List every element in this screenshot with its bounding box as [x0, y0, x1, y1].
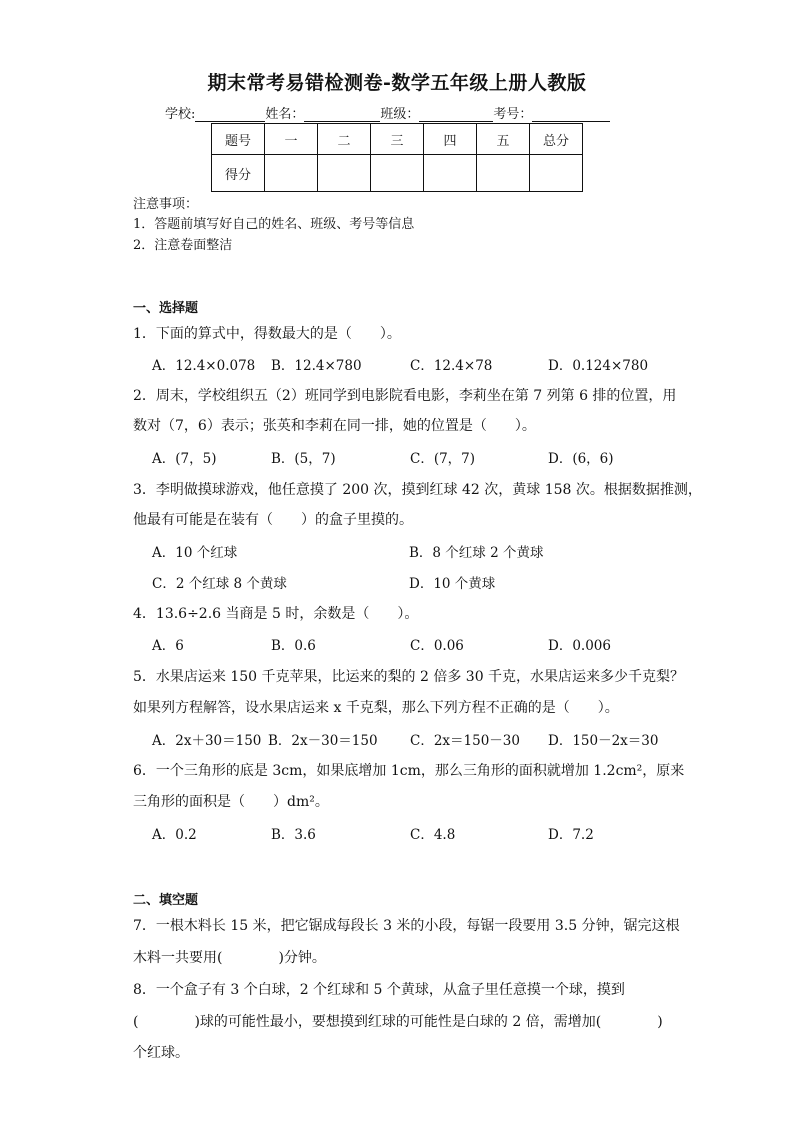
option-a[interactable]: A．6 — [152, 638, 184, 654]
score-table — [211, 123, 583, 192]
header-cell: 二 — [318, 124, 371, 155]
score-cell[interactable] — [371, 155, 424, 192]
score-cell[interactable] — [530, 155, 583, 192]
option-c[interactable]: C．2 个红球 8 个黄球 — [152, 576, 287, 592]
option-b[interactable]: B．3.6 — [271, 827, 316, 843]
option-a[interactable]: A．2x＋30＝150 — [152, 733, 262, 749]
header-cell: 题号 — [212, 124, 265, 155]
note-item: 2．注意卷面整洁 — [133, 238, 233, 253]
score-row-label: 得分 — [212, 155, 265, 192]
score-cell[interactable] — [318, 155, 371, 192]
question-5-line-2: 如果列方程解答，设水果店运来 x 千克梨，那么下列方程不正确的是（ ）。 — [133, 700, 619, 716]
header-cell: 四 — [424, 124, 477, 155]
option-a[interactable]: A．12.4×0.078 — [152, 358, 256, 374]
option-a[interactable]: A．0.2 — [152, 827, 197, 843]
header-cell: 总分 — [530, 124, 583, 155]
school-label: 学校: — [165, 107, 196, 122]
question-7-line-1: 7．一根木料长 15 米，把它锯成每段长 3 米的小段，每锯一段要用 3.5 分钟，锯完这根 — [133, 918, 680, 934]
option-b[interactable]: B．0.6 — [271, 638, 316, 654]
section-heading-choice: 一、选择题 — [133, 301, 199, 316]
score-cell[interactable] — [477, 155, 530, 192]
exam-no-blank[interactable] — [532, 107, 610, 122]
class-label: 班级： — [380, 107, 420, 122]
header-cell: 三 — [371, 124, 424, 155]
question-2-line-1: 2．周末，学校组织五（2）班同学到电影院看电影，李莉坐在第 7 列第 6 排的位置，用 — [133, 388, 677, 404]
option-b[interactable]: B．2x－30＝150 — [268, 733, 378, 749]
student-info-row — [165, 103, 610, 122]
question-8-line-3: 个红球。 — [133, 1045, 189, 1061]
name-blank[interactable] — [304, 107, 380, 122]
question-3-line-2: 他最有可能是在装有（ ）的盒子里摸的。 — [133, 512, 413, 528]
option-d[interactable]: D．10 个黄球 — [409, 576, 496, 592]
score-cell[interactable] — [265, 155, 318, 192]
option-d[interactable]: D．0.006 — [548, 638, 611, 654]
header-cell: 五 — [477, 124, 530, 155]
option-c[interactable]: C．2x＝150－30 — [410, 733, 520, 749]
question-8-line-1: 8．一个盒子有 3 个白球，2 个红球和 5 个黄球，从盒子里任意摸一个球，摸到 — [133, 982, 625, 998]
note-item: 1．答题前填写好自己的姓名、班级、考号等信息 — [133, 217, 415, 232]
option-d[interactable]: D．(6，6) — [548, 451, 614, 467]
question-1: 1．下面的算式中，得数最大的是（ ）。 — [133, 326, 401, 342]
question-6-line-2: 三角形的面积是（ ）dm²。 — [133, 794, 329, 810]
question-6-line-1: 6．一个三角形的底是 3cm，如果底增加 1cm，那么三角形的面积就增加 1.2cm²，原来 — [133, 763, 685, 779]
option-b[interactable]: B．(5，7) — [271, 451, 336, 467]
option-c[interactable]: C．12.4×78 — [410, 358, 493, 374]
option-c[interactable]: C．4.8 — [410, 827, 456, 843]
exam-title: 期末常考易错检测卷-数学五年级上册人教版 — [207, 72, 587, 94]
exam-no-label: 考号： — [493, 107, 533, 122]
score-table-score-row — [212, 155, 583, 192]
option-d[interactable]: D．0.124×780 — [548, 358, 649, 374]
section-heading-fill-in: 二、填空题 — [133, 893, 199, 908]
question-4: 4．13.6÷2.6 当商是 5 时，余数是（ ）。 — [133, 606, 419, 622]
score-cell[interactable] — [424, 155, 477, 192]
school-blank[interactable] — [195, 107, 265, 122]
question-2-line-2: 数对（7，6）表示；张英和李莉在同一排，她的位置是（ ）。 — [133, 418, 536, 434]
question-3-line-1: 3．李明做摸球游戏，他任意摸了 200 次，摸到红球 42 次，黄球 158 次。根据数据推测， — [133, 482, 702, 498]
class-blank[interactable] — [419, 107, 493, 122]
option-c[interactable]: C．(7，7) — [410, 451, 476, 467]
header-cell: 一 — [265, 124, 318, 155]
option-d[interactable]: D．150－2x＝30 — [548, 733, 659, 749]
option-b[interactable]: B．12.4×780 — [271, 358, 362, 374]
option-a[interactable]: A．(7，5) — [152, 451, 217, 467]
option-d[interactable]: D．7.2 — [548, 827, 594, 843]
question-7-line-2[interactable]: 木料一共要用( )分钟。 — [133, 950, 326, 966]
question-5-line-1: 5．水果店运来 150 千克苹果，比运来的梨的 2 倍多 30 千克，水果店运来多少千克梨？ — [133, 669, 685, 685]
question-8-line-2[interactable]: ( )球的可能性最小，要想摸到红球的可能性是白球的 2 倍，需增加( ) — [133, 1014, 663, 1030]
option-c[interactable]: C．0.06 — [410, 638, 464, 654]
notes-heading: 注意事项： — [133, 197, 199, 212]
option-a[interactable]: A．10 个红球 — [152, 545, 238, 561]
name-label: 姓名： — [265, 107, 305, 122]
option-b[interactable]: B．8 个红球 2 个黄球 — [409, 545, 544, 561]
score-table-header-row — [212, 124, 583, 155]
